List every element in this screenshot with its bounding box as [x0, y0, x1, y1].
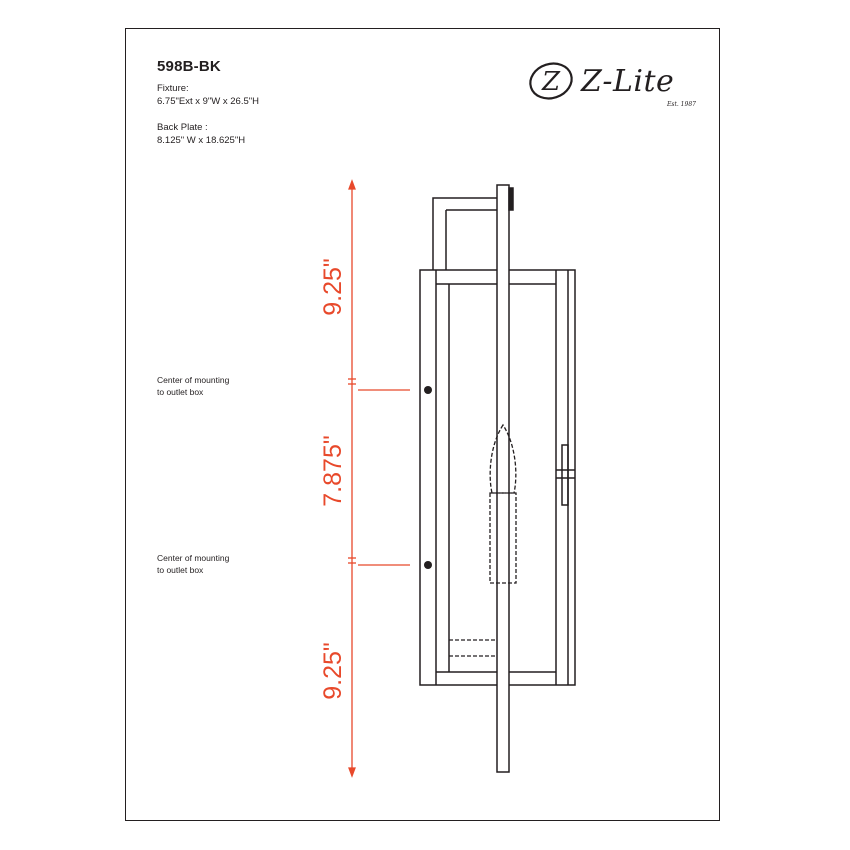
dimension-top: 9.25"	[319, 258, 347, 316]
back-plate-label: Back Plate :	[157, 122, 208, 133]
door-latch	[562, 445, 568, 505]
fixture-outline	[420, 185, 575, 772]
dimension-middle: 7.875"	[319, 435, 347, 507]
bottom-arrow	[349, 768, 355, 776]
top-arrow	[349, 181, 355, 189]
fixture-label: Fixture:	[157, 83, 189, 94]
lower-mounting-hole	[424, 561, 432, 569]
logo-established: Est. 1987	[667, 101, 696, 108]
fixture-dimensions: 6.75"Ext x 9"W x 26.5"H	[157, 96, 259, 107]
upper-mounting-hole	[424, 386, 432, 394]
dimension-lines	[348, 181, 410, 776]
logo-monogram-letter: Z	[541, 67, 561, 97]
lower-mounting-note: Center of mounting to outlet box	[157, 553, 230, 575]
upper-mounting-note: Center of mounting to outlet box	[157, 375, 230, 397]
model-number: 598B-BK	[157, 58, 221, 75]
center-arm	[497, 185, 509, 772]
top-bracket	[433, 198, 500, 270]
logo-wordmark: Z-Lite	[581, 64, 675, 99]
back-plate-dimensions: 8.125" W x 18.625"H	[157, 135, 246, 146]
dimension-bottom: 9.25"	[319, 642, 347, 700]
